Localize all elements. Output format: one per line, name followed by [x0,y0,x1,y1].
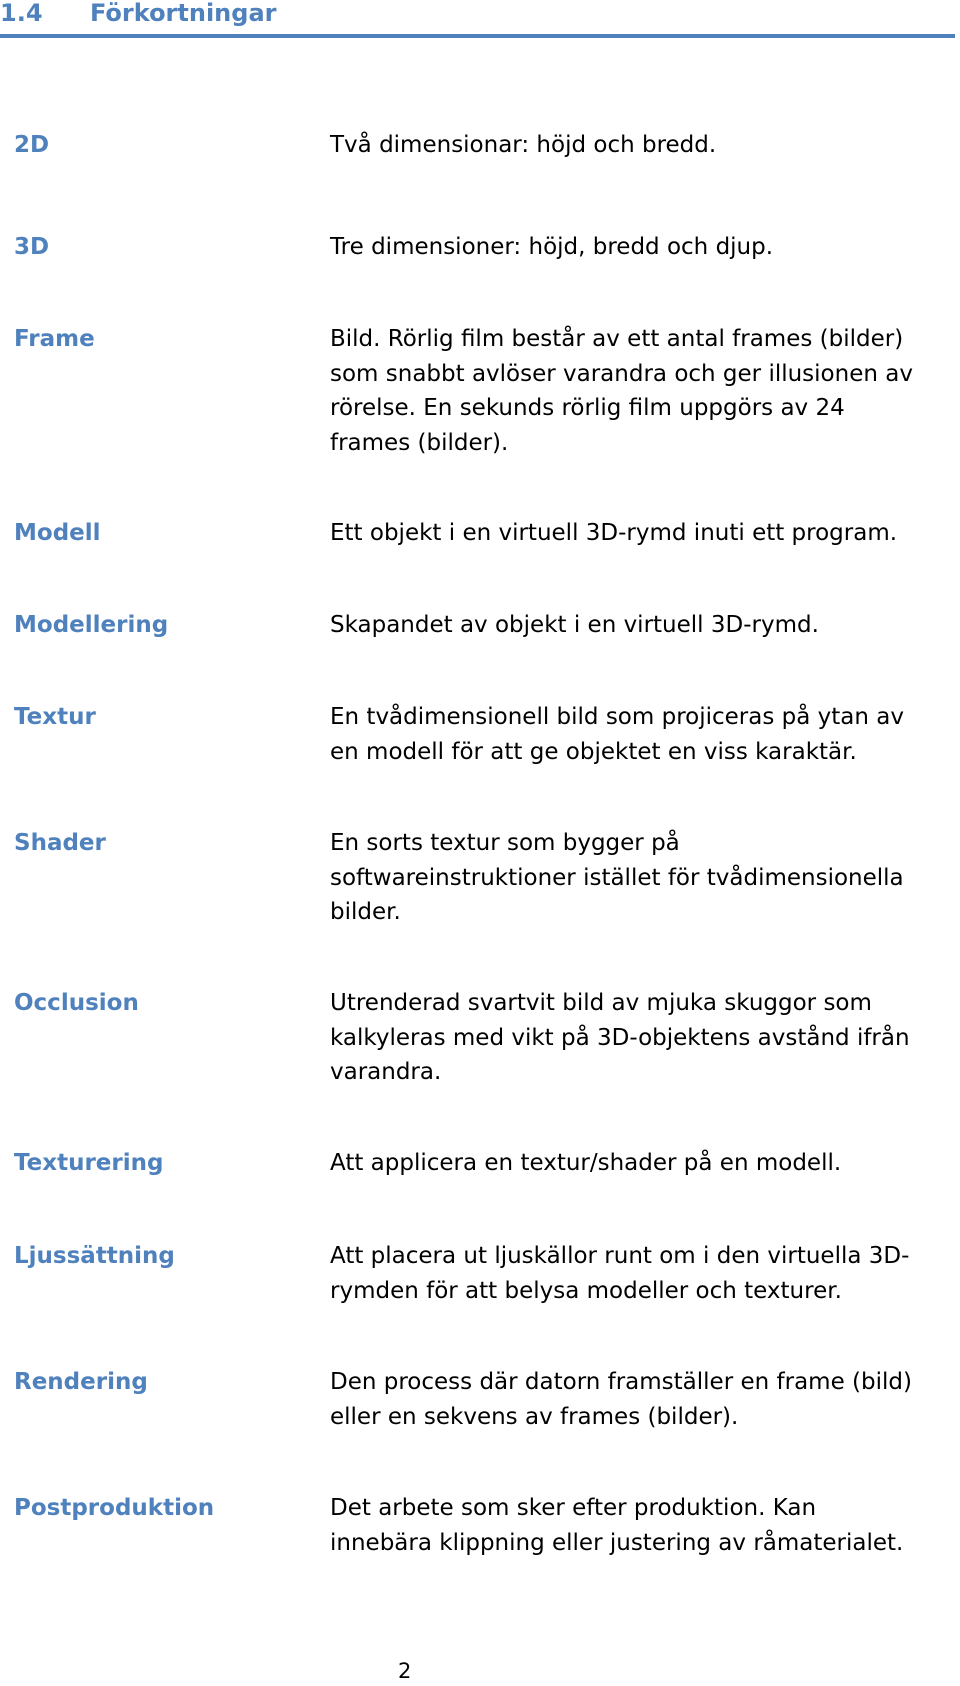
glossary-definition: Att applicera en textur/shader på en modell. [330,1150,842,1176]
section-number: 1.4 [0,0,43,27]
section-heading [0,0,955,38]
glossary-definition: Den process där datorn framställer en frame (bild) eller en sekvens av frames (bilder). [330,1369,912,1430]
glossary-definition: Tre dimensioner: höjd, bredd och djup. [330,234,774,260]
glossary-definition: Det arbete som sker efter produktion. Kan innebära klippning eller justering av råmaterialet. [330,1495,904,1556]
page-number: 2 [398,1659,412,1683]
glossary-definition: Skapandet av objekt i en virtuell 3D-rymd. [330,612,819,638]
glossary-term: Textur [14,704,96,730]
glossary-term: 2D [14,132,50,158]
glossary-definition: Utrenderad svartvit bild av mjuka skuggor som kalkyleras med vikt på 3D-objektens avstånd ifrån varandra. [330,990,910,1085]
glossary-term: Postproduktion [14,1495,215,1521]
glossary-term: Occlusion [14,990,139,1016]
glossary-definition: Bild. Rörlig film består av ett antal frames (bilder) som snabbt avlöser varandra och ger illusionen av rörelse. En sekunds rörlig film uppgörs av 24 frames (bilder). [330,326,913,456]
glossary-definition: Att placera ut ljuskällor runt om i den virtuella 3D- rymden för att belysa modeller och texturer. [330,1243,910,1304]
glossary-term: Rendering [14,1369,148,1395]
glossary-term: Modell [14,520,101,546]
section-title: Förkortningar [90,0,277,27]
glossary-definition: En sorts textur som bygger på softwareinstruktioner istället för tvådimensionella bilder. [330,830,904,925]
glossary-term: Shader [14,830,106,856]
glossary-term: Ljussättning [14,1243,175,1269]
glossary-term: Modellering [14,612,169,638]
glossary-term: Texturering [14,1150,164,1176]
glossary-term: 3D [14,234,50,260]
glossary-definition: En tvådimensionell bild som projiceras på ytan av en modell för att ge objektet en viss karaktär. [330,704,904,765]
glossary-definition: Två dimensionar: höjd och bredd. [330,132,717,158]
glossary-term: Frame [14,326,95,352]
glossary-definition: Ett objekt i en virtuell 3D-rymd inuti ett program. [330,520,898,546]
